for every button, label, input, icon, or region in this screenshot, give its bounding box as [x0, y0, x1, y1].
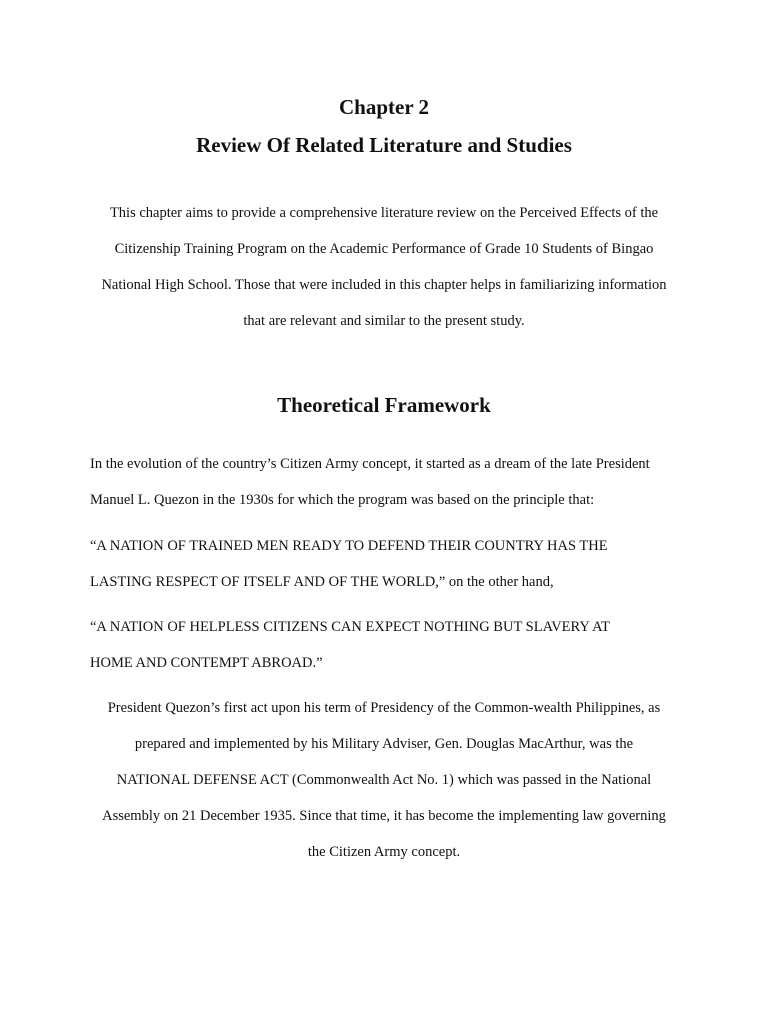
quote-line: “A NATION OF TRAINED MEN READY TO DEFEND THEIR COUNTRY HAS THE — [90, 538, 608, 554]
chapter-number: Chapter 2 — [338, 95, 430, 119]
intro-paragraph — [0, 195, 768, 339]
paragraph-line: prepared and implemented by his Military Adviser, Gen. Douglas MacArthur, was the — [134, 736, 634, 752]
framework-paragraph — [0, 446, 768, 518]
paragraph-line: NATIONAL DEFENSE ACT (Commonwealth Act No. 1) which was passed in the National — [116, 772, 652, 788]
chapter-title: Review Of Related Literature and Studies — [196, 133, 572, 157]
paragraph-line: Assembly on 21 December 1935. Since that time, it has become the implementing law governing — [102, 808, 666, 824]
quote-helpless-citizens — [0, 609, 768, 681]
quote-line: “A NATION OF HELPLESS CITIZENS CAN EXPECT NOTHING BUT SLAVERY AT — [90, 619, 610, 635]
paragraph-line: the Citizen Army concept. — [307, 844, 461, 860]
paragraph-line: In the evolution of the country’s Citizen Army concept, it started as a dream of the late President — [90, 456, 650, 472]
paragraph-line: Manuel L. Quezon in the 1930s for which the program was based on the principle that: — [90, 492, 595, 508]
intro-line: that are relevant and similar to the present study. — [243, 313, 525, 329]
quote-trained-men — [0, 528, 768, 600]
intro-line: This chapter aims to provide a comprehensive literature review on the Perceived Effects of the — [109, 205, 659, 221]
section-heading: Theoretical Framework — [277, 393, 491, 417]
paragraph-line: President Quezon’s first act upon his term of Presidency of the Common-wealth Philippines, as — [107, 700, 661, 716]
quote-line: LASTING RESPECT OF ITSELF AND OF THE WORLD,” on the other hand, — [90, 574, 554, 590]
intro-line: National High School. Those that were included in this chapter helps in familiarizing information — [101, 277, 667, 293]
quote-line: HOME AND CONTEMPT ABROAD.” — [90, 655, 323, 671]
national-defense-paragraph — [0, 690, 768, 870]
intro-line: Citizenship Training Program on the Academic Performance of Grade 10 Students of Bingao — [114, 241, 654, 257]
